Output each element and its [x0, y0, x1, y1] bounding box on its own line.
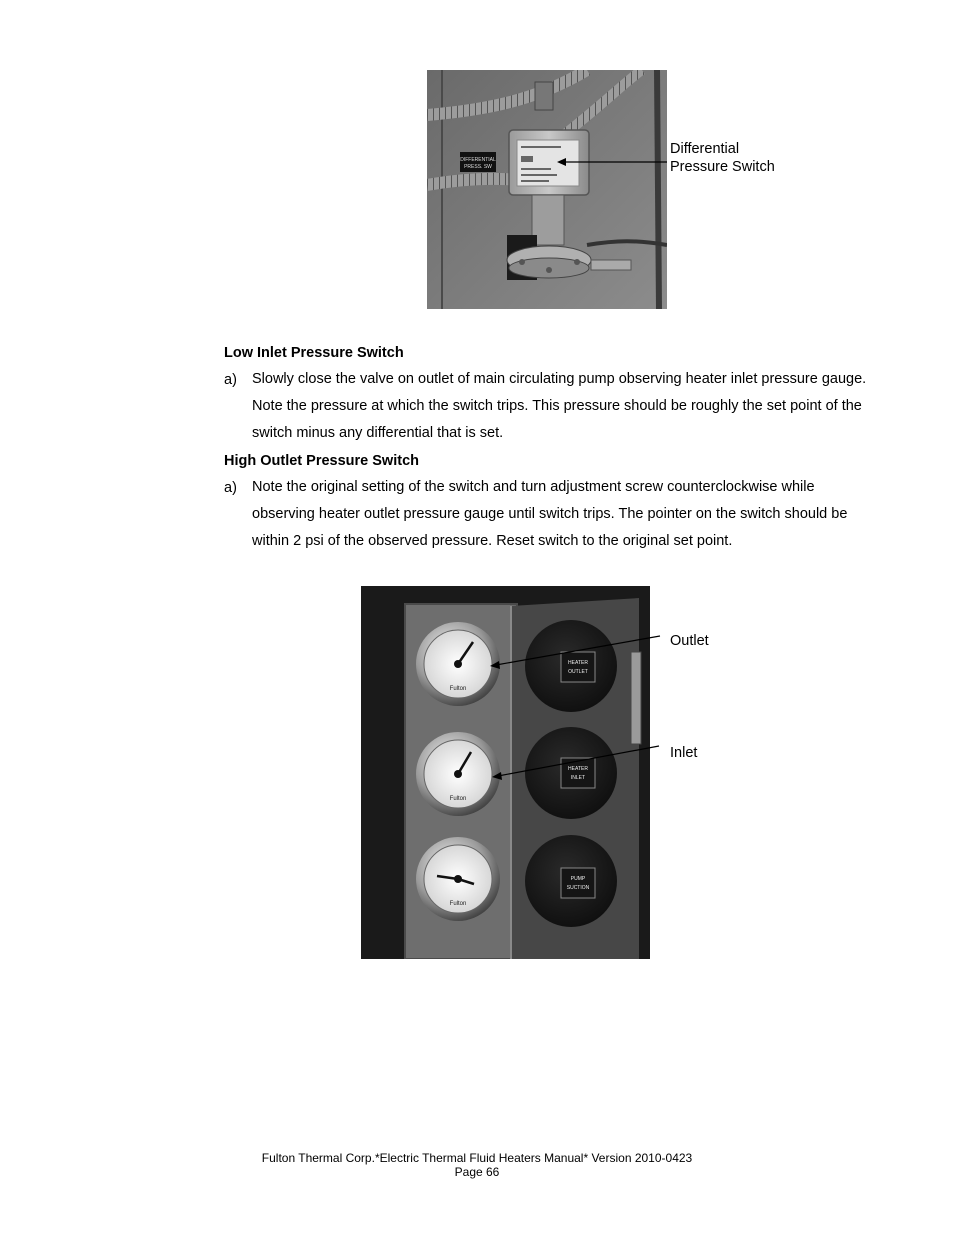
outlet-callout-label: Outlet	[670, 633, 709, 649]
differential-callout-arrow	[555, 150, 670, 180]
footer-manual-line: Fulton Thermal Corp.*Electric Thermal Fluid Heaters Manual* Version 2010-0423	[261, 1151, 693, 1165]
inlet-gauge-brand: Fulton	[449, 796, 467, 802]
plate-1-line1: HEATER	[568, 660, 588, 666]
plate-2-line2: INLET	[570, 775, 586, 781]
high-outlet-item-text: Note the original setting of the switch and turn adjustment screw counterclockwise while observing heater outlet pressure gauge until switch trips. The pointer on the switch should be within 2 psi of the observed pressure. Reset switch to the original set point.	[252, 479, 848, 549]
plate-3-line1: PUMP	[570, 876, 586, 882]
panel-label-line1: DIFFERENTIAL	[460, 157, 496, 163]
high-outlet-heading: High Outlet Pressure Switch	[224, 453, 419, 469]
low-inlet-item-text: Slowly close the valve on outlet of main circulating pump observing heater inlet pressure gauge. Note the pressure at which the switch trips. This pressure should be roughly the set point of the switch minus any differential that is set.	[252, 371, 867, 441]
pump-suction-gauge	[416, 837, 500, 921]
inlet-callout-arrow	[490, 742, 662, 782]
outlet-callout-arrow	[488, 632, 663, 672]
footer-page-number: Page 66	[454, 1165, 500, 1179]
differential-callout-label	[670, 140, 775, 176]
callout-line1: Differential	[670, 141, 740, 157]
inlet-gauge	[416, 732, 500, 816]
high-outlet-item-letter: a)	[224, 480, 237, 496]
plate-2-line1: HEATER	[568, 766, 588, 772]
pump-suction-gauge-brand: Fulton	[449, 901, 467, 907]
outlet-gauge-brand: Fulton	[449, 686, 467, 692]
panel-label-line2: PRESS. SW	[464, 164, 492, 170]
callout-line2: Pressure Switch	[670, 159, 775, 175]
inlet-callout-label: Inlet	[670, 745, 698, 761]
low-inlet-item-letter: a)	[224, 372, 237, 388]
differential-pressure-switch-photo	[427, 70, 667, 309]
low-inlet-heading: Low Inlet Pressure Switch	[224, 345, 404, 361]
plate-1-line2: OUTLET	[568, 669, 588, 675]
plate-3-line2: SUCTION	[566, 885, 590, 891]
